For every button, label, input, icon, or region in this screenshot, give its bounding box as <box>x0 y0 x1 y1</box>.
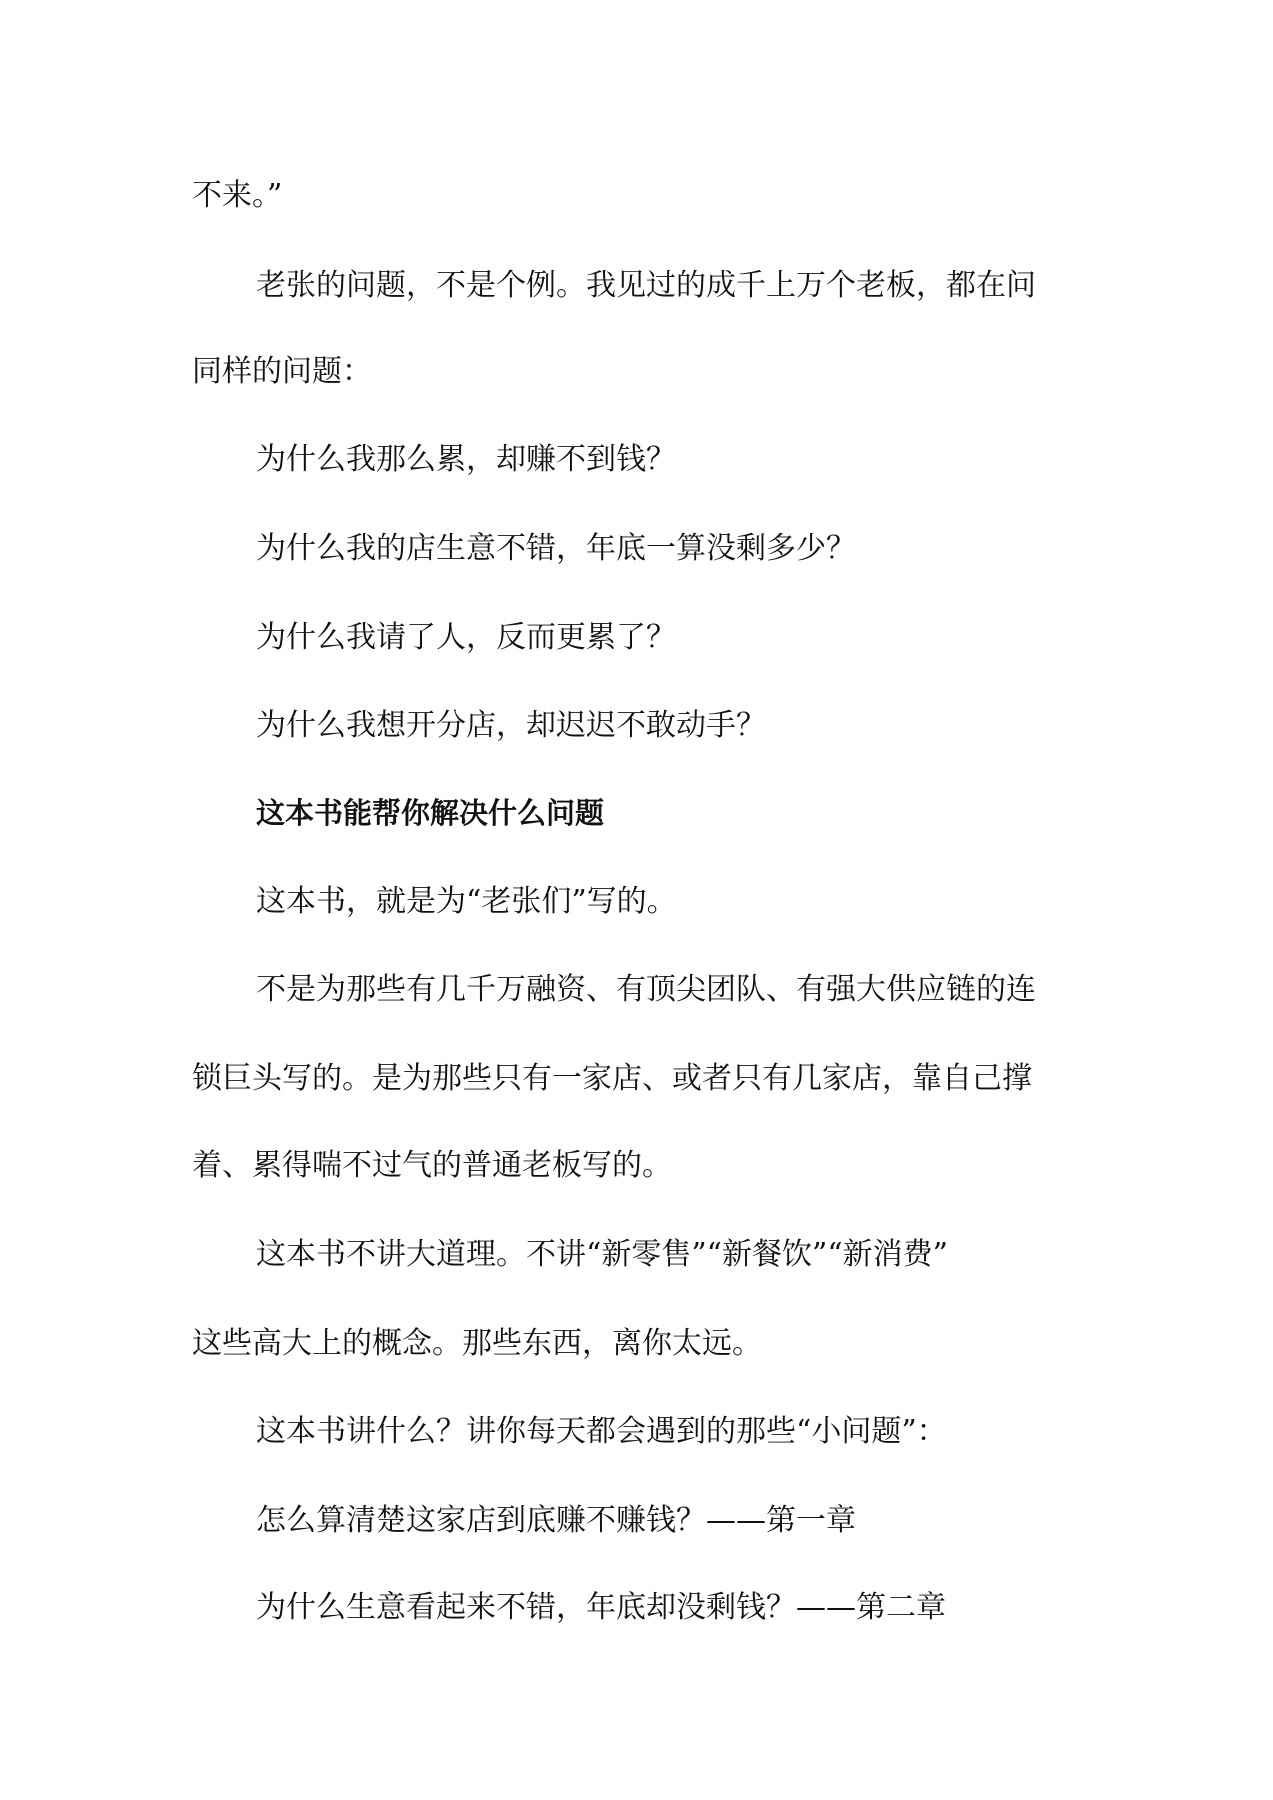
question-line: 为什么我请了人，反而更累了？ <box>256 620 676 655</box>
paragraph-line: 不来。” <box>192 178 283 213</box>
chapter-reference-line: 为什么生意看起来不错，年底却没剩钱？——第二章 <box>256 1590 946 1625</box>
chapter-reference-line: 怎么算清楚这家店到底赚不赚钱？——第一章 <box>256 1503 856 1538</box>
paragraph-line: 老张的问题，不是个例。我见过的成千上万个老板，都在问 <box>256 268 1036 303</box>
section-heading: 这本书能帮你解决什么问题 <box>256 796 605 830</box>
paragraph-line: 这本书讲什么？讲你每天都会遇到的那些“小问题”： <box>256 1414 947 1449</box>
paragraph-line: 同样的问题： <box>192 354 372 389</box>
question-line: 为什么我的店生意不错，年底一算没剩多少？ <box>256 531 856 566</box>
paragraph-line: 锁巨头写的。是为那些只有一家店、或者只有几家店，靠自己撑 <box>192 1061 1032 1096</box>
paragraph-line: 着、累得喘不过气的普通老板写的。 <box>192 1148 672 1183</box>
question-line: 为什么我那么累，却赚不到钱？ <box>256 442 676 477</box>
paragraph-line: 这本书不讲大道理。不讲“新零售”“新餐饮”“新消费” <box>256 1237 949 1272</box>
paragraph-line: 这本书，就是为“老张们”写的。 <box>256 884 677 919</box>
paragraph-line: 不是为那些有几千万融资、有顶尖团队、有强大供应链的连 <box>256 972 1036 1007</box>
question-line: 为什么我想开分店，却迟迟不敢动手？ <box>256 708 766 743</box>
paragraph-line: 这些高大上的概念。那些东西，离你太远。 <box>192 1326 762 1361</box>
